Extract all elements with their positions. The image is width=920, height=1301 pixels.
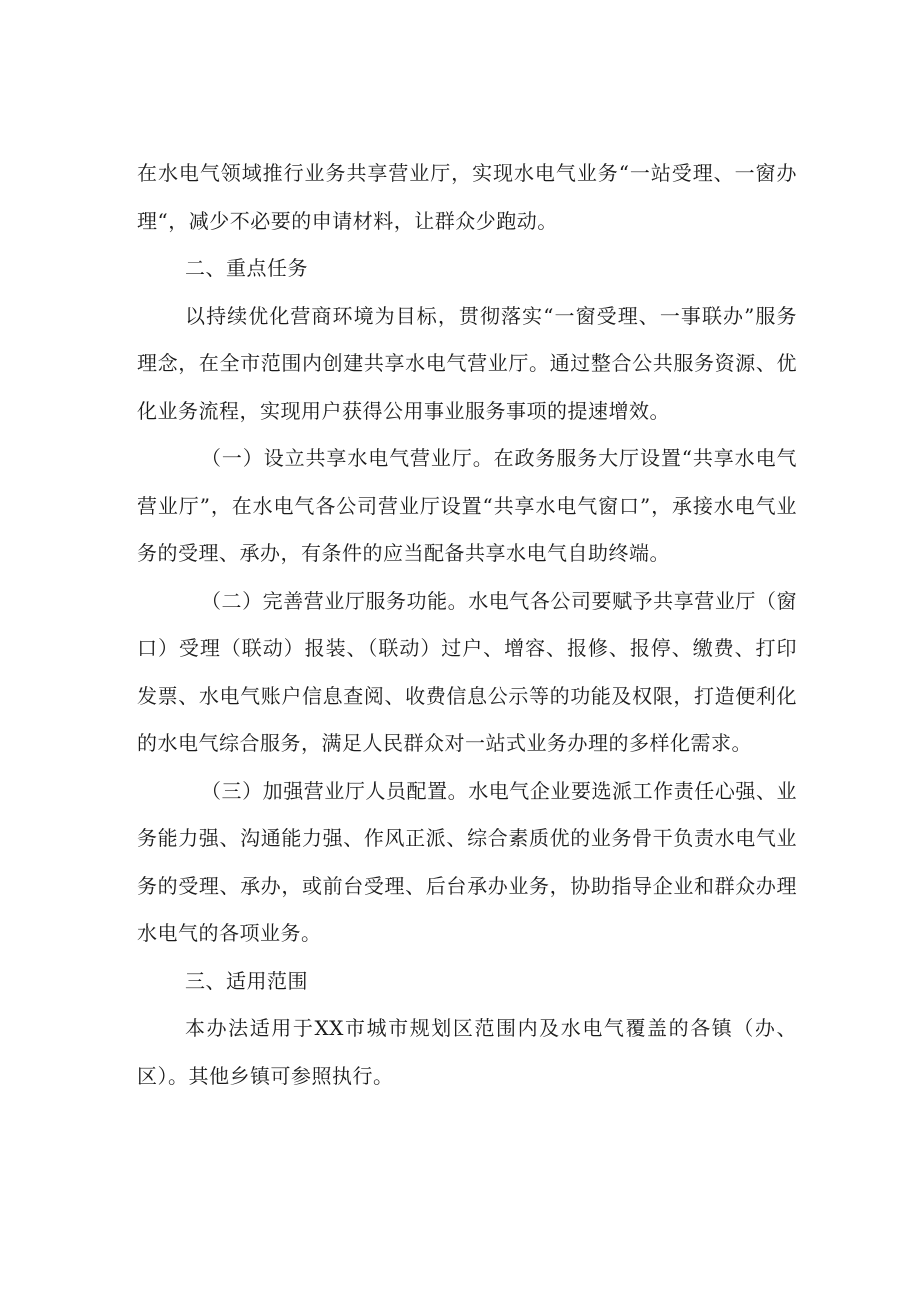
paragraph-goal: 以持续优化营商环境为目标，贯彻落实“一窗受理、一事联办”服务理念，在全市范围内创建共享水电气营业厅。通过整合公共服务资源、优化业务流程，实现用户获得公用事业服务事项的提速增效。 <box>137 303 797 423</box>
paragraph-item-3: （三）加强营业厅人员配置。水电气企业要选派工作责任心强、业务能力强、沟通能力强、作风正派、综合素质优的业务骨干负责水电气业务的受理、承办，或前台受理、后台承办业务，协助指导企业和群众办理水电气的各项业务。 <box>137 778 797 945</box>
paragraph-item-2: （二）完善营业厅服务功能。水电气各公司要赋予共享营业厅（窗口）受理（联动）报装、（联动）过户、增容、报修、报停、缴费、打印发票、水电气账户信息查阅、收费信息公示等的功能及权限，打造便利化的水电气综合服务，满足人民群众对一站式业务办理的多样化需求。 <box>137 588 797 755</box>
paragraph-continuation: 在水电气领域推行业务共享营业厅，实现水电气业务“一站受理、一窗办理“，减少不必要的申请材料，让群众少跑动。 <box>137 161 797 233</box>
section-heading-scope: 三、适用范围 <box>185 968 308 993</box>
paragraph-item-1: （一）设立共享水电气营业厅。在政务服务大厅设置“共享水电气营业厅”，在水电气各公司营业厅设置“共享水电气窗口”，承接水电气业务的受理、承办，有条件的应当配备共享水电气自助终端。 <box>137 446 797 565</box>
paragraph-scope: 本办法适用于XX市城市规划区范围内及水电气覆盖的各镇（办、区）。其他乡镇可参照执行。 <box>137 1016 797 1088</box>
document-body <box>137 150 797 1100</box>
section-heading-key-tasks: 二、重点任务 <box>185 256 308 280</box>
